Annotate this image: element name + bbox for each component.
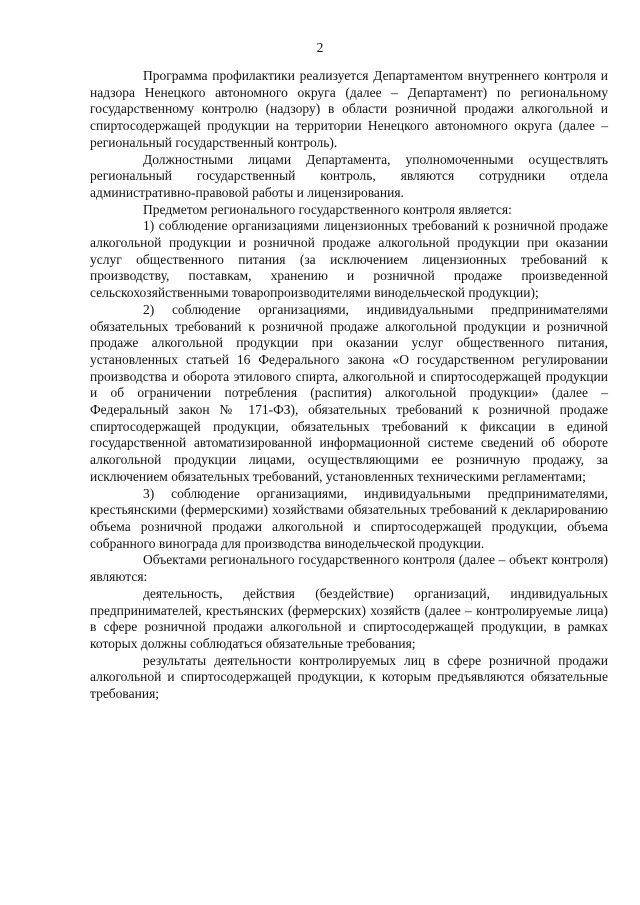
- paragraph-item-1: 1) соблюдение организациями лицензионных требований к розничной продаже алкогольной продукции и розничной продаже алкогольной продукции при оказании услуг общественного питания (за исключением лицензионных требований к производству, поставкам, хранению и розничной продаже произведенной сельскохозяйственными товаропроизводителями винодельческой продукции);: [90, 218, 608, 301]
- paragraph-item-2: 2) соблюдение организациями, индивидуальными предпринимателями обязательных требований к розничной продаже алкогольной продукции и розничной продаже алкогольной продукции при оказании услуг общественного питания, установленных статьей 16 Федерального закона «О государственном регулировании производства и оборота этилового спирта, алкогольной и спиртосодержащей продукции и об ограничении потребления (распития) алкогольной продукции» (далее – Федеральный закон № 171-ФЗ), обязательных требований к розничной продаже спиртосодержащей продукции, обязательных требований к фиксации в единой государственной автоматизированной информационной системе сведений об обороте алкогольной продукции лицами, осуществляющими ее розничную продажу, за исключением обязательных требований, установленных техническими регламентами;: [90, 301, 608, 484]
- paragraph-control-subject-intro: Предметом регионального государственного контроля является:: [143, 201, 512, 217]
- document-body: [90, 68, 608, 703]
- paragraph-item-3: 3) соблюдение организациями, индивидуальными предпринимателями, крестьянскими (фермерскими) хозяйствами обязательных требований к декларированию объема розничной продажи алкогольной и спиртосодержащей продукции, объема собранного винограда для производства винодельческой продукции.: [90, 485, 608, 551]
- paragraph-program-implementation: Программа профилактики реализуется Департаментом внутреннего контроля и надзора Ненецкого автономного округа (далее – Департамент) по региональному государственному контролю (надзору) в области розничной продажи алкогольной и спиртосодержащей продукции на территории Ненецкого автономного округа (далее – региональный государственный контроль).: [90, 68, 608, 150]
- paragraph-object-activity: деятельность, действия (бездействие) организаций, индивидуальных предпринимателей, крестьянских (фермерских) хозяйств (далее – контролируемые лица) в сфере розничной продажи алкогольной и спиртосодержащей продукции, в рамках которых должны соблюдаться обязательные требования;: [90, 585, 608, 651]
- page-number: 2: [316, 40, 324, 55]
- paragraph-object-results: результаты деятельности контролируемых лиц в сфере розничной продажи алкогольной и спиртосодержащей продукции, к которым предъявляются обязательные требования;: [90, 652, 608, 702]
- paragraph-officials: Должностными лицами Департамента, уполномоченными осуществлять региональный государственный контроль, являются сотрудники отдела административно-правовой работы и лицензирования.: [90, 151, 608, 200]
- paragraph-control-objects-intro: Объектами регионального государственного контроля (далее – объект контроля) являются:: [90, 552, 608, 585]
